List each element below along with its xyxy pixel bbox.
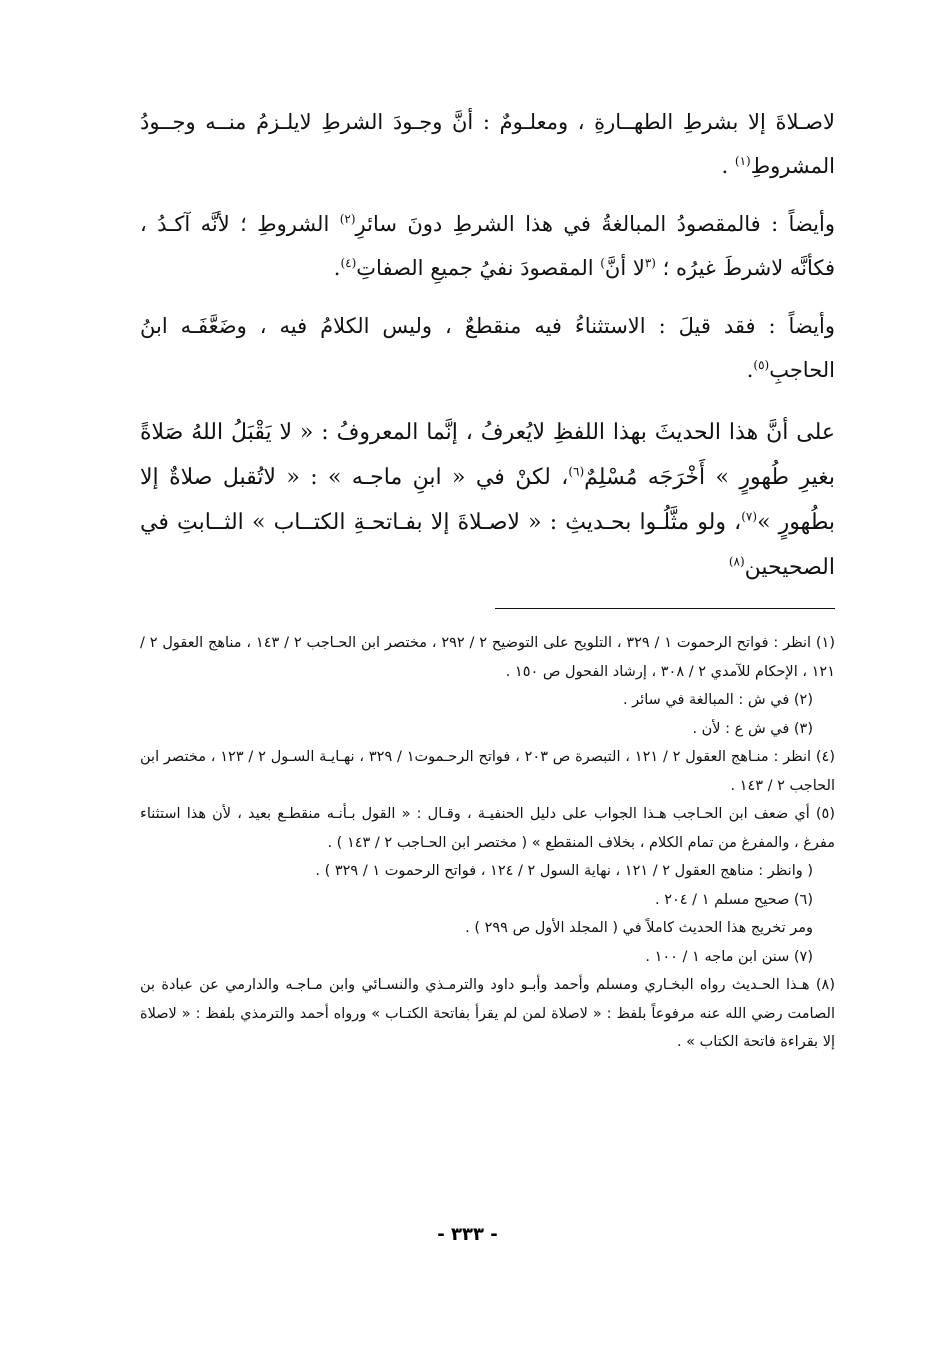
footnote-5-see-also: ( وانظر : مناهج العقول ٢ / ١٢١ ، نهاية السول ٢ / ١٢٤ ، فواتح الرحموت ١ / ٣٢٩ ) .: [315, 863, 813, 879]
footnote-marker[interactable]: (٥): [753, 358, 770, 372]
footnote-marker[interactable]: (٤): [340, 256, 357, 270]
paragraph-4: على أنَّ هذا الحديثَ بهذا اللفظِ لايُعرفُ ، إنَّما المعروفُ : « لا يَقْبَلُ اللهُ صَلاةً بغيرِ طُهورٍ » أَخْرَجَه مُسْلِمٌ$^{(٦)}$، لكنْ في « ابنِ ماجـه » : « لاتُقبل صلاةٌ إلا بطُهورٍ »$^{(٧)}$، ولو مثَّلُـوا بحـديثِ : « لاصـلاةَ إلا بفـاتحـةِ الكتــاب » الثــابتِ في الصحيحين$^{(٨)}$: [140, 420, 835, 580]
footnote-marker[interactable]: (٧): [741, 509, 758, 524]
footnote-7: (٧) سنن ابن ماجه ١ / ١٠٠ .: [645, 948, 813, 965]
footnote-6-cross-reference: ومر تخريج هذا الحديث كاملاً في ( المجلد الأول ص ٢٩٩ ) .: [465, 920, 813, 936]
footnote-marker[interactable]: (٨): [728, 554, 745, 569]
paragraph-1: لاصـلاةَ إلا بشرطِ الطهــارةِ ، ومعلـومٌ : أنَّ وجـودَ الشرطِ لايلـزمُ منــه وجــودُ المشروطِ$^{(١)}$ .: [140, 110, 835, 178]
footnote-4: (٤) انظر : منـاهج العقول ٢ / ١٢١ ، التبصرة ص ٢٠٣ ، فواتح الرحـموت١ / ٣٢٩ ، نهـايـة السـول ٢ / ١٢٣ ، مختصر ابن الحاجب ٢ / ١٤٣ .: [140, 749, 836, 794]
book-page: [140, 100, 835, 1360]
footnote-marker[interactable]: (١): [734, 154, 751, 168]
footnote-6: (٦) صحيح مسلم ١ / ٢٠٤ .: [654, 891, 813, 908]
footnote-1: (١) انظر : فواتح الرحموت ١ / ٣٢٩ ، التلويح على التوضيح ٢ / ٢٩٢ ، مختصر ابن الحـاجب ٢ / ١٤٣ ، مناهج العقول ٢ / ١٢١ ، الإحكام للآمدي ٢ / ٣٠٨ ، إرشاد الفحول ص ١٥٠ .: [140, 635, 835, 680]
footnotes: [140, 629, 835, 1057]
footnote-divider: [495, 608, 835, 609]
paragraph-2: وأيضاً : فالمقصودُ المبالغةُ في هذا الشرطِ دونَ سائرِ$^{(٢)}$ الشروطِ ؛ لأنَّه آكـدُ ، فكأنَّه لاشرطَ غيرُه ؛ $^{(٣}$لا أنَّ) المقصودَ نفيُ جميعِ الصفاتِ$^{(٤)}$.: [140, 212, 835, 280]
main-text: [140, 100, 835, 590]
paragraph-3: وأيضاً : فقد قيلَ : الاستثناءُ فيه منقطعٌ ، وليس الكلامُ فيه ، وضَعَّفَـه ابنُ الحاجبِ$^{(٥)}$.: [140, 314, 835, 382]
footnote-5: (٥) أي ضعف ابن الحـاجب هـذا الجواب على دليل الحنفيـة ، وقـال : « القول بـأنـه منقطـع بعيد ، لأن هذا استثناء مفرغ ، والمفرغ من تمام الكلام ، بخلاف المنقطع » ( مختصر ابن الحـاجب ٢ / ١٤٣ ) .: [140, 806, 835, 851]
footnote-3: (٣) في ش ع : لأن .: [692, 720, 813, 737]
footnote-marker[interactable]: (٣: [644, 256, 656, 270]
footnote-2: (٢) في ش : المبالغة في سائر .: [622, 692, 813, 708]
footnote-marker[interactable]: (٦): [568, 464, 585, 479]
footnote-marker[interactable]: ): [600, 256, 605, 270]
footnote-marker[interactable]: (٢): [339, 212, 356, 226]
page-number: - ٣٣٣ -: [437, 1224, 498, 1245]
footnote-8: (٨) هـذا الحـديث رواه البخـاري ومسلم وأحمد وأبـو داود والترمـذي والنسـائي وابن مـاجـه والدارمي عن عبادة بن الصامت رضي الله عنه مرفوعاً بلفظ : « لاصلاة لمن لم يقرأ بفاتحة الكتـاب » ورواه أحمد والترمذي بلفظ : « لاصلاة إلا بقراءة فاتحة الكتاب » .: [140, 977, 835, 1050]
